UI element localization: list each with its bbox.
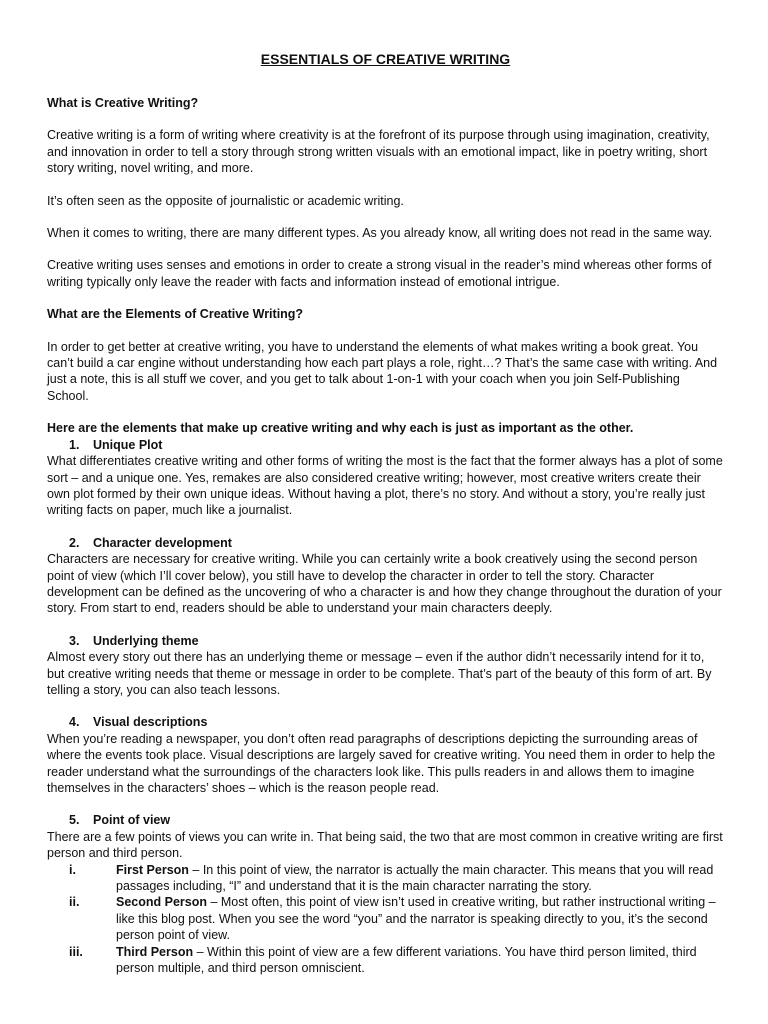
sub-item-term: Second Person — [116, 895, 207, 910]
paragraph: In order to get better at creative writing, you have to understand the elements of what makes writing a book great. You can’t build a car engine without understanding how each part plays a role, right…? That’s the same case with writing. And just a note, this is all stuff we cover, and you get to talk about 1-on-1 with your coach when you join Self-Publishing School. — [47, 339, 718, 403]
list-number: 1. — [69, 437, 80, 452]
roman-numeral: i. — [69, 862, 76, 877]
paragraph: When it comes to writing, there are many different types. As you already know, all writing does not read in the same way. — [47, 226, 713, 241]
list-item — [47, 714, 724, 796]
point-of-view-list — [47, 862, 724, 977]
element-heading — [47, 633, 724, 649]
list-item — [47, 812, 724, 861]
list-item — [47, 633, 724, 699]
element-heading — [47, 535, 724, 551]
element-title: Underlying theme — [93, 633, 199, 648]
sub-item-term: Third Person — [116, 944, 194, 959]
element-body: There are a few points of views you can write in. That being said, the two that are most common in creative writing are first person and third person. — [47, 829, 723, 861]
sub-item-text — [116, 894, 724, 943]
list-item — [47, 437, 724, 519]
sub-item-description: – Within this point of view are a few different variations. You have third person limited, third person multiple, and third person omniscient. — [116, 944, 697, 976]
list-item — [47, 862, 724, 895]
sub-item-text — [116, 862, 724, 895]
list-number: 3. — [69, 633, 80, 648]
roman-numeral: ii. — [69, 895, 80, 910]
list-item — [47, 894, 724, 943]
element-title: Unique Plot — [93, 437, 163, 452]
list-number: 4. — [69, 715, 80, 730]
element-title: Visual descriptions — [93, 715, 208, 730]
element-title: Character development — [93, 535, 232, 550]
element-heading — [47, 812, 724, 828]
sub-item-text — [116, 944, 724, 977]
list-number: 5. — [69, 813, 80, 828]
element-body: What differentiates creative writing and other forms of writing the most is the fact that the former always has a plot of some sort – and a unique one. Yes, remakes are also considered creative writing; however, most creative writers create their own plot formed by their own unique ideas. Without having a plot, there’s no story. And without a story, you’re really just writing facts on paper, much like a journalist. — [47, 454, 723, 518]
element-heading — [47, 714, 724, 730]
sub-item-description: – Most often, this point of view isn’t used in creative writing, but rather instructional writing – like this blog post. When you see the word “you” and the narrator is speaking directly to you, it’s the second person point of view. — [116, 895, 716, 943]
document-title: ESSENTIALS OF CREATIVE WRITING — [260, 51, 511, 67]
paragraph: It’s often seen as the opposite of journalistic or academic writing. — [47, 193, 404, 208]
sub-item-description: – In this point of view, the narrator is actually the main character. This means that you will read passages including, “I” and understand that it is the main character narrating the story. — [116, 862, 714, 894]
element-body: Characters are necessary for creative writing. While you can certainly write a book creatively using the second person point of view (which I’ll cover below), you still have to develop the character in order to tell the story. Character development can be defined as the uncovering of who a character is and how they change throughout the duration of your story. From start to end, readers should be able to understand your main characters deeply. — [47, 552, 722, 616]
element-body: When you’re reading a newspaper, you don’t often read paragraphs of descriptions depicting the surrounding areas of where the events took place. Visual descriptions are largely saved for creative writing. You need them in order to help the reader understand what the surroundings of the characters look like. This pulls readers in and allows them to imagine themselves in the characters’ shoes – which is the reason people read. — [47, 731, 716, 795]
section-heading-what-is: What is Creative Writing? — [47, 96, 199, 110]
section-heading-elements: What are the Elements of Creative Writing? — [47, 307, 304, 322]
roman-numeral: iii. — [69, 944, 83, 959]
elements-list-intro: Here are the elements that make up creative writing and why each is just as important as the other. — [47, 421, 634, 436]
list-number: 2. — [69, 535, 80, 550]
paragraph: Creative writing is a form of writing where creativity is at the forefront of its purpose through using imagination, creativity, and innovation in order to tell a story through strong written visuals with an emotional impact, like in poetry writing, short story writing, novel writing, and more. — [47, 128, 710, 176]
sub-item-term: First Person — [116, 862, 189, 877]
list-item — [47, 944, 724, 977]
list-item — [47, 535, 724, 617]
element-body: Almost every story out there has an underlying theme or message – even if the author didn’t necessarily intend for it to, but creative writing needs that theme or message in order to be complete. That’s part of the beauty of this form of art. By telling a story, you can also teach lessons. — [47, 650, 712, 697]
elements-list — [47, 437, 724, 862]
element-heading — [47, 437, 724, 453]
element-title: Point of view — [93, 813, 171, 828]
paragraph: Creative writing uses senses and emotions in order to create a strong visual in the reader’s mind whereas other forms of writing typically only leave the reader with facts and information instead of emotional intrigue. — [47, 258, 712, 289]
